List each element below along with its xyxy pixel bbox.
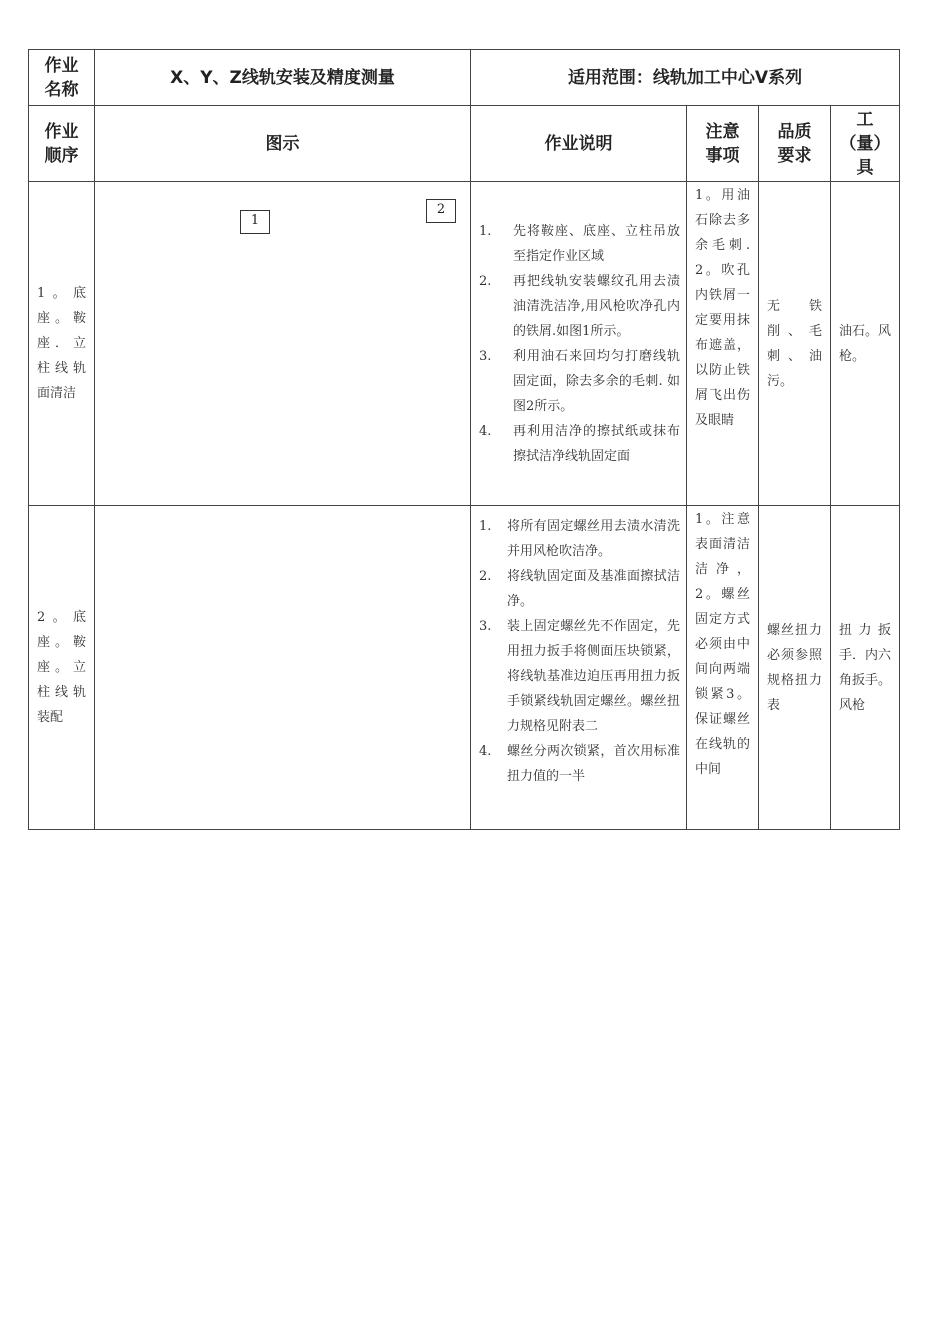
- list-item: 3. 装上固定螺丝先不作固定，先用扭力扳手将侧面压块锁紧，将线轨基准边迫压再用扭力扳手锁紧线轨固定螺丝。螺丝扭力规格见附表二: [479, 619, 680, 734]
- figure-cell: [95, 506, 471, 830]
- col-tools: 工（量）具: [831, 106, 900, 182]
- col-quality: 品质要求: [759, 106, 831, 182]
- col-notes: 注意事项: [687, 106, 759, 182]
- list-item: 4. 螺丝分两次锁紧，首次用标准扭力值的一半: [479, 744, 680, 784]
- list-item: 1. 将所有固定螺丝用去渍水清洗并用风枪吹洁净。: [479, 519, 680, 559]
- work-title: X、Y、Z线轨安装及精度测量: [95, 50, 471, 106]
- table-row: [29, 182, 900, 506]
- figure-label-1: 1: [240, 210, 270, 234]
- list-item: 4. 再利用洁净的擦拭纸或抹布擦拭洁净线轨固定面: [479, 424, 680, 464]
- list-item: 2. 再把线轨安装螺纹孔用去渍油清洗洁净,用风枪吹净孔内的铁屑.如图1所示。: [479, 274, 680, 339]
- quality-cell: 无 铁削、毛刺、油污。: [759, 182, 831, 506]
- table-row: [29, 506, 900, 830]
- work-instruction-table: [28, 49, 900, 830]
- description-cell: [471, 506, 687, 830]
- tools-cell: 扭力扳手．内六角扳手。风枪: [831, 506, 900, 830]
- list-item: 2. 将线轨固定面及基准面擦拭洁净。: [479, 569, 680, 609]
- figure-label-2: 2: [426, 199, 456, 223]
- col-sequence: 作业顺序: [29, 106, 95, 182]
- quality-cell: 螺丝扭力必须参照规格扭力表: [759, 506, 831, 830]
- work-name-label: 作业名称: [29, 50, 95, 106]
- sequence-cell: 1。底座。鞍座．立柱线轨面清洁: [29, 182, 95, 506]
- scope-label: 适用范围：线轨加工中心V系列: [471, 50, 900, 106]
- col-figure: 图示: [95, 106, 471, 182]
- notes-cell: 1。注意表面清洁洁净，2。螺丝固定方式必须由中间向两端锁紧3。保证螺丝在线轨的中间: [687, 506, 759, 830]
- sequence-cell: 2。底座。鞍座。立柱线轨装配: [29, 506, 95, 830]
- column-header-row: [29, 106, 900, 182]
- list-item: 3. 利用油石来回均匀打磨线轨固定面，除去多余的毛刺. 如图2所示。: [479, 349, 680, 414]
- col-description: 作业说明: [471, 106, 687, 182]
- list-item: 1. 先将鞍座、底座、立柱吊放至指定作业区域: [479, 224, 680, 264]
- notes-cell: 1。用油石除去多余毛刺.2。吹孔内铁屑一定要用抹布遮盖，以防止铁屑飞出伤及眼睛: [687, 182, 759, 506]
- title-row: [29, 50, 900, 106]
- description-cell: [471, 182, 687, 506]
- tools-cell: 油石。风枪。: [831, 182, 900, 506]
- figure-cell: [95, 182, 471, 506]
